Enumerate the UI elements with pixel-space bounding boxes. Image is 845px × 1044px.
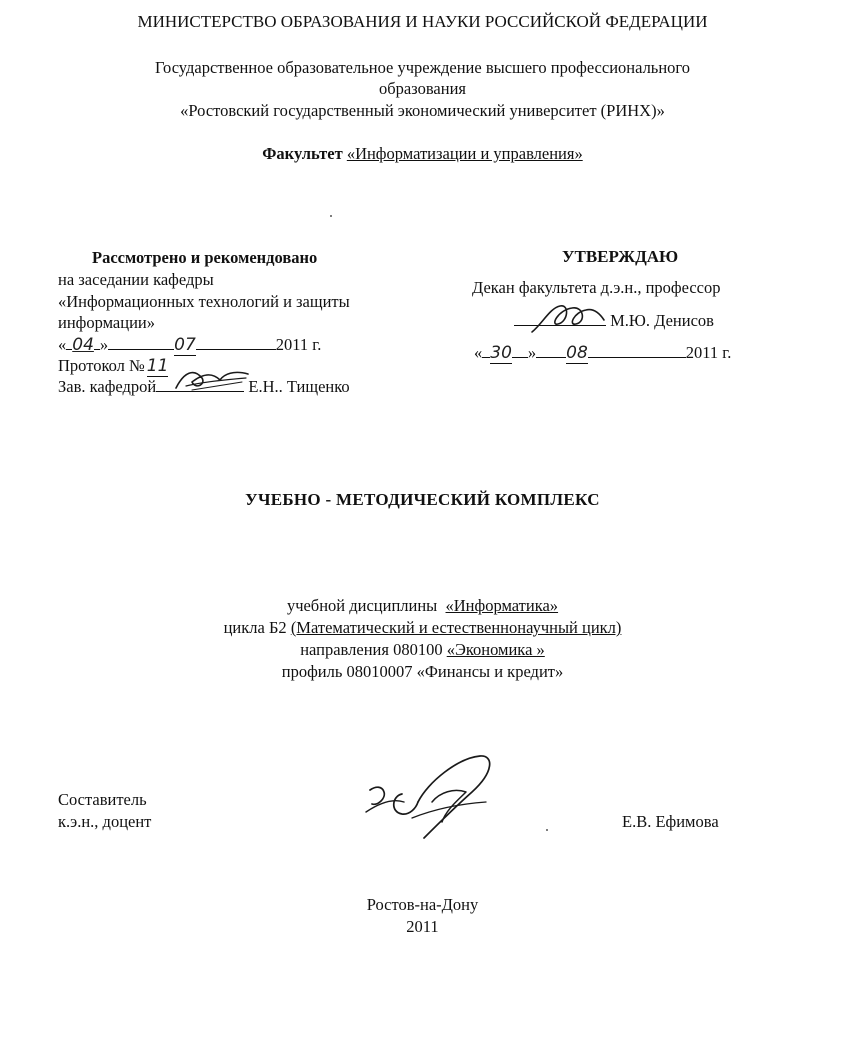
protocol-number-handwritten: 11 bbox=[146, 356, 169, 376]
date-month-handwritten: 07 bbox=[174, 335, 196, 355]
right-block-date bbox=[474, 343, 731, 363]
institution-line-3: «Ростовский государственный экономический университет (РИНХ)» bbox=[180, 101, 665, 120]
protocol-label: Протокол № bbox=[58, 356, 145, 375]
dean-signature bbox=[528, 298, 608, 338]
discipline-prefix: учебной дисциплины bbox=[286, 596, 438, 615]
faculty-name: «Информатизации и управления» bbox=[346, 144, 583, 163]
approve-title: УТВЕРЖДАЮ bbox=[562, 247, 679, 266]
left-block-line-1: на заседании кафедры bbox=[58, 270, 214, 289]
left-block-title: Рассмотрено и рекомендовано bbox=[92, 248, 318, 267]
date-month-handwritten: 08 bbox=[566, 343, 588, 363]
left-block-date bbox=[58, 335, 321, 355]
discipline-line-1 bbox=[0, 596, 845, 616]
speck bbox=[330, 215, 332, 217]
dean-name: М.Ю. Денисов bbox=[610, 311, 714, 330]
faculty-label: Факультет bbox=[262, 144, 343, 163]
date-year: 2011 г. bbox=[685, 343, 732, 362]
left-block-line-3: информации» bbox=[58, 313, 155, 332]
direction-prefix: направления 080100 bbox=[300, 640, 443, 659]
institution-line-2: образования bbox=[378, 79, 467, 98]
date-quote-close: » bbox=[99, 335, 109, 354]
left-block-line-2: «Информационных технологий и защиты bbox=[58, 292, 350, 311]
discipline-line-2 bbox=[0, 618, 845, 638]
institution-line-1: Государственное образовательное учреждение высшего профессионального bbox=[154, 58, 691, 77]
date-quote-open: « bbox=[58, 335, 67, 354]
date-year: 2011 г. bbox=[275, 335, 322, 354]
date-day-handwritten: 30 bbox=[490, 343, 512, 363]
ministry-title: МИНИСТЕРСТВО ОБРАЗОВАНИЯ И НАУКИ РОССИЙСКОЙ ФЕДЕРАЦИИ bbox=[137, 12, 708, 31]
date-quote-open: « bbox=[474, 343, 483, 362]
head-signature bbox=[172, 364, 252, 394]
author-label-1: Составитель bbox=[58, 790, 147, 809]
head-label: Зав. кафедрой bbox=[58, 377, 157, 396]
date-quote-close: » bbox=[527, 343, 537, 362]
faculty-line bbox=[0, 144, 845, 164]
speck bbox=[546, 829, 548, 831]
dean-position: Декан факультета д.э.н., профессор bbox=[472, 278, 721, 297]
protocol-line bbox=[58, 356, 168, 376]
discipline-line-4: профиль 08010007 «Финансы и кредит» bbox=[281, 662, 564, 681]
author-name: Е.В. Ефимова bbox=[622, 812, 719, 831]
author-label-2: к.э.н., доцент bbox=[58, 812, 152, 831]
direction-name: «Экономика » bbox=[446, 640, 545, 659]
date-day-handwritten: 04 bbox=[72, 335, 94, 355]
discipline-name: «Информатика» bbox=[445, 596, 559, 615]
author-signature bbox=[362, 752, 522, 842]
main-title: УЧЕБНО - МЕТОДИЧЕСКИЙ КОМПЛЕКС bbox=[245, 490, 600, 509]
discipline-line-3 bbox=[0, 640, 845, 660]
footer-year: 2011 bbox=[406, 917, 439, 936]
footer-city: Ростов-на-Дону bbox=[366, 895, 479, 914]
cycle-prefix: цикла Б2 bbox=[223, 618, 287, 637]
cycle-name: (Математический и естественнонаучный цикл) bbox=[290, 618, 622, 637]
head-name: Е.Н.. Тищенко bbox=[248, 377, 350, 396]
